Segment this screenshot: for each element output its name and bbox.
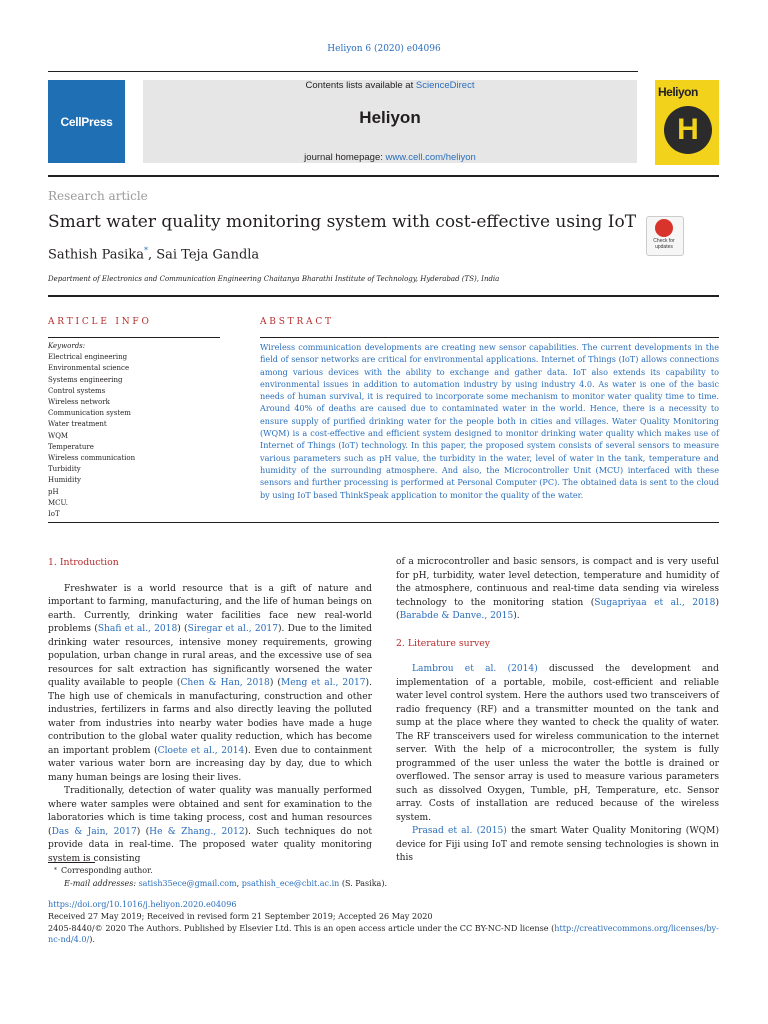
citation-link[interactable]: Meng et al., 2017: [280, 678, 366, 688]
article-title: Smart water quality monitoring system with cost-effective using IoT: [48, 212, 637, 232]
abstract-bottom-rule: [48, 522, 719, 523]
paragraph: [48, 785, 372, 866]
corresponding-note: [48, 865, 387, 878]
homepage-prefix: journal homepage:: [304, 152, 386, 163]
author-1[interactable]: Sathish Pasika: [48, 247, 144, 263]
text: ). Such techniques do not provide data in real-time. The proposed water quality monitoring system is consisting: [48, 826, 372, 864]
paragraph: [396, 556, 719, 624]
keyword-item: Communication system: [48, 409, 131, 418]
contents-line: [143, 80, 637, 91]
article-info-rule: [48, 337, 220, 338]
affiliation-rule: [48, 295, 719, 297]
keyword-item: Water treatment: [48, 420, 107, 429]
sciencedirect-link[interactable]: ScienceDirect: [415, 80, 475, 91]
keyword-item: MCU.: [48, 498, 69, 507]
abstract-text: Wireless communication developments are creating new sensor capabilities. The current developments in the field of sensor networks are critical for environmental applications. Internet of Things (IoT) allows connections among various devices with the ability to exchange and gather data. IoT also extends its capability to environmental issues in addition to automation industry by using industry 4.0. As water is one of the basic needs of human survival, it is required to incorporate some mechanism to monitor water quality time to time. Around 40% of deaths are caused due to contaminated water in the world. Hence, there is a necessity to ensure supply of purified drinking water for the people both in cities and villages. Water Quality Monitoring (WQM) is a cost-effective and efficient system designed to monitor drinking water quality which makes use of Internet of Things (IoT) technology. In this paper, the proposed system consists of several sensors to measure various parameters such as pH value, the turbidity in the water, level of water in the tank, temperature and humidity of the surrounding atmosphere. And also, the Microcontroller Unit (MCU) interfaced with these sensors and further processing is performed at Personal Computer (PC). The obtained data is sent to the cloud by using IoT based ThinkSpeak application to monitor the quality of the water.: [260, 342, 719, 500]
citation-link[interactable]: Cloete et al., 2014: [157, 745, 245, 756]
text: ). Even due to containment water various water born are increasing day by day, due to which many human beings are losing their lives.: [48, 745, 372, 783]
cellpress-logo[interactable]: CellPress: [48, 80, 125, 163]
citation-link[interactable]: Shafi et al., 2018: [97, 624, 178, 634]
contents-prefix: Contents lists available at: [305, 80, 416, 91]
running-header[interactable]: Heliyon 6 (2020) e04096: [327, 44, 441, 54]
text: ) (: [269, 678, 281, 688]
homepage-link[interactable]: www.cell.com/heliyon: [385, 152, 476, 163]
email-link[interactable]: satish35ece@gmail.com: [138, 878, 237, 888]
footnote: [48, 865, 387, 890]
keyword-item: IoT: [48, 510, 60, 519]
keyword-item: Wireless network: [48, 398, 110, 407]
citation-link[interactable]: He & Zhang., 2012: [149, 826, 245, 837]
authors: [48, 246, 259, 262]
section-heading-introduction: 1. Introduction: [48, 557, 119, 568]
homepage-line: [143, 152, 637, 163]
author-2[interactable]: , Sai Teja Gandla: [147, 247, 260, 263]
body-right-column: [396, 556, 719, 866]
email-link[interactable]: psathish_ece@cbit.ac.in: [241, 878, 340, 888]
text: the smart Water Quality Monitoring (WQM) device for Fiji using IoT and remote sensing technologies is shown in this: [396, 826, 720, 863]
keyword-item: Temperature: [48, 442, 94, 451]
keywords-heading: Keywords:: [48, 342, 86, 350]
citation-link[interactable]: Chen & Han, 2018: [180, 678, 270, 688]
affiliation: Department of Electronics and Communication Engineering Chaitanya Bharathi Institute of Technology, Hyderabad (TS), India: [48, 275, 500, 283]
text: ). The high use of chemicals in manufacturing, construction and other industries, fertilizers in farms and also directly leaving the polluted water from industries into nearby water bodies have made a huge contribution to the global water quality reduction, which has become an important problem (: [48, 678, 372, 756]
paragraph: [396, 663, 719, 825]
text: Freshwater is a world resource that is a gift of nature and important to farming, manufacturing, and the life of human beings on earth. Currently, drinking water facilities face new real-world problems (: [48, 583, 372, 634]
abstract-rule: [260, 337, 719, 338]
section-heading-literature-survey: 2. Literature survey: [396, 637, 491, 649]
citation-link[interactable]: Lambrou et al. (2014): [412, 664, 538, 674]
license-suffix: ).: [89, 934, 95, 945]
keyword-item: Wireless communication: [48, 454, 136, 463]
footnote-mark: *: [54, 867, 57, 874]
citation-link[interactable]: Siregar et al., 2017: [187, 624, 278, 634]
citation-link[interactable]: Prasad et al. (2015): [412, 826, 507, 836]
paragraph: [48, 583, 372, 786]
corresponding-text: Corresponding author.: [61, 866, 153, 875]
citation-link[interactable]: Sugapriyaa et al., 2018: [594, 597, 716, 608]
text: ).: [513, 611, 520, 621]
citation-link[interactable]: Barabde & Danve., 2015: [399, 611, 514, 621]
keyword-item: pH: [48, 487, 59, 496]
check-updates-label: Check for updates: [653, 238, 675, 250]
footnote-rule: [48, 862, 95, 863]
keyword-item: Systems engineering: [48, 375, 123, 384]
email-line: [48, 878, 387, 891]
text: Traditionally, detection of water quality was manually performed where water samples were obtained and sent for examination to the laboratories which is time taking process, cost and human resources (: [48, 786, 372, 837]
text: ) (: [136, 826, 150, 837]
license-link[interactable]: http://creativecommons.org/licenses/by-nc-nd/4.0/: [48, 922, 719, 945]
doi-link[interactable]: https://doi.org/10.1016/j.heliyon.2020.e04096: [48, 899, 237, 909]
text: ) (: [177, 624, 188, 634]
cover-title: Heliyon: [658, 85, 698, 99]
abstract-label: ABSTRACT: [260, 317, 334, 327]
keyword-item: Electrical engineering: [48, 353, 128, 362]
paragraph: [396, 825, 719, 866]
keywords-block: [48, 341, 135, 520]
body-left-column: [48, 556, 372, 866]
email-owner: (S. Pasika).: [339, 878, 387, 888]
text: ) (: [396, 597, 719, 621]
keyword-item: Humidity: [48, 476, 81, 485]
citation-link[interactable]: Das & Jain, 2017: [51, 826, 137, 837]
license-text: 2405-8440/© 2020 The Authors. Published by Elsevier Ltd. This is an open access article under the CC BY-NC-ND license (: [48, 922, 555, 933]
text: ). Due to the limited drinking water resources, intensive money requirements, growing population, urban change in rural areas, and the excessive use of sea resources for salt extraction has significantly worsened the water quality available to people (: [48, 624, 373, 688]
cover-logo-icon: H: [664, 106, 712, 154]
keyword-item: Turbidity: [48, 465, 81, 474]
keyword-item: WQM: [48, 431, 69, 440]
banner-rule: [48, 175, 719, 177]
journal-title: Heliyon: [359, 108, 421, 127]
keyword-item: Environmental science: [48, 364, 130, 373]
article-info-label: ARTICLE INFO: [48, 317, 152, 327]
keyword-item: Control systems: [48, 386, 106, 395]
email-label: E-mail addresses:: [64, 878, 137, 888]
article-type: Research article: [48, 189, 148, 203]
email-separator: ,: [236, 878, 242, 888]
text: of a microcontroller and basic sensors, is compact and is very useful for pH, turbidity, water level detection, temperature and humidity of the atmosphere, continuous and real-time data sending via wireless technology to the monitoring station (: [396, 557, 719, 608]
header-rule: [48, 71, 638, 72]
received-dates: Received 27 May 2019; Received in revised form 21 September 2019; Accepted 26 May 2020: [48, 910, 433, 921]
text: discussed the development and implementation of a portable, mobile, cost-efficient and reliable water level control system. Here the authors used two transceivers of radio frequency (RF) and a transmitter mounted on the tank and sump at the place where they wanted to check the quality of water. The RF transceivers used for wireless communication to the internet server. With the help of a microcontroller, the system is fully programmed of the user unless the water the bottle is drained or overflowed. The sensor array is used to measure various parameters such as dissolved Oxygen, Tumble, pH, Temperature, etc. Sensor array. Costs of installation are reduced because of the wireless system.: [396, 664, 719, 823]
check-updates-icon: [655, 219, 673, 237]
article-footer: [48, 899, 719, 946]
corresponding-mark[interactable]: *: [143, 246, 148, 255]
license-line: [48, 923, 719, 947]
